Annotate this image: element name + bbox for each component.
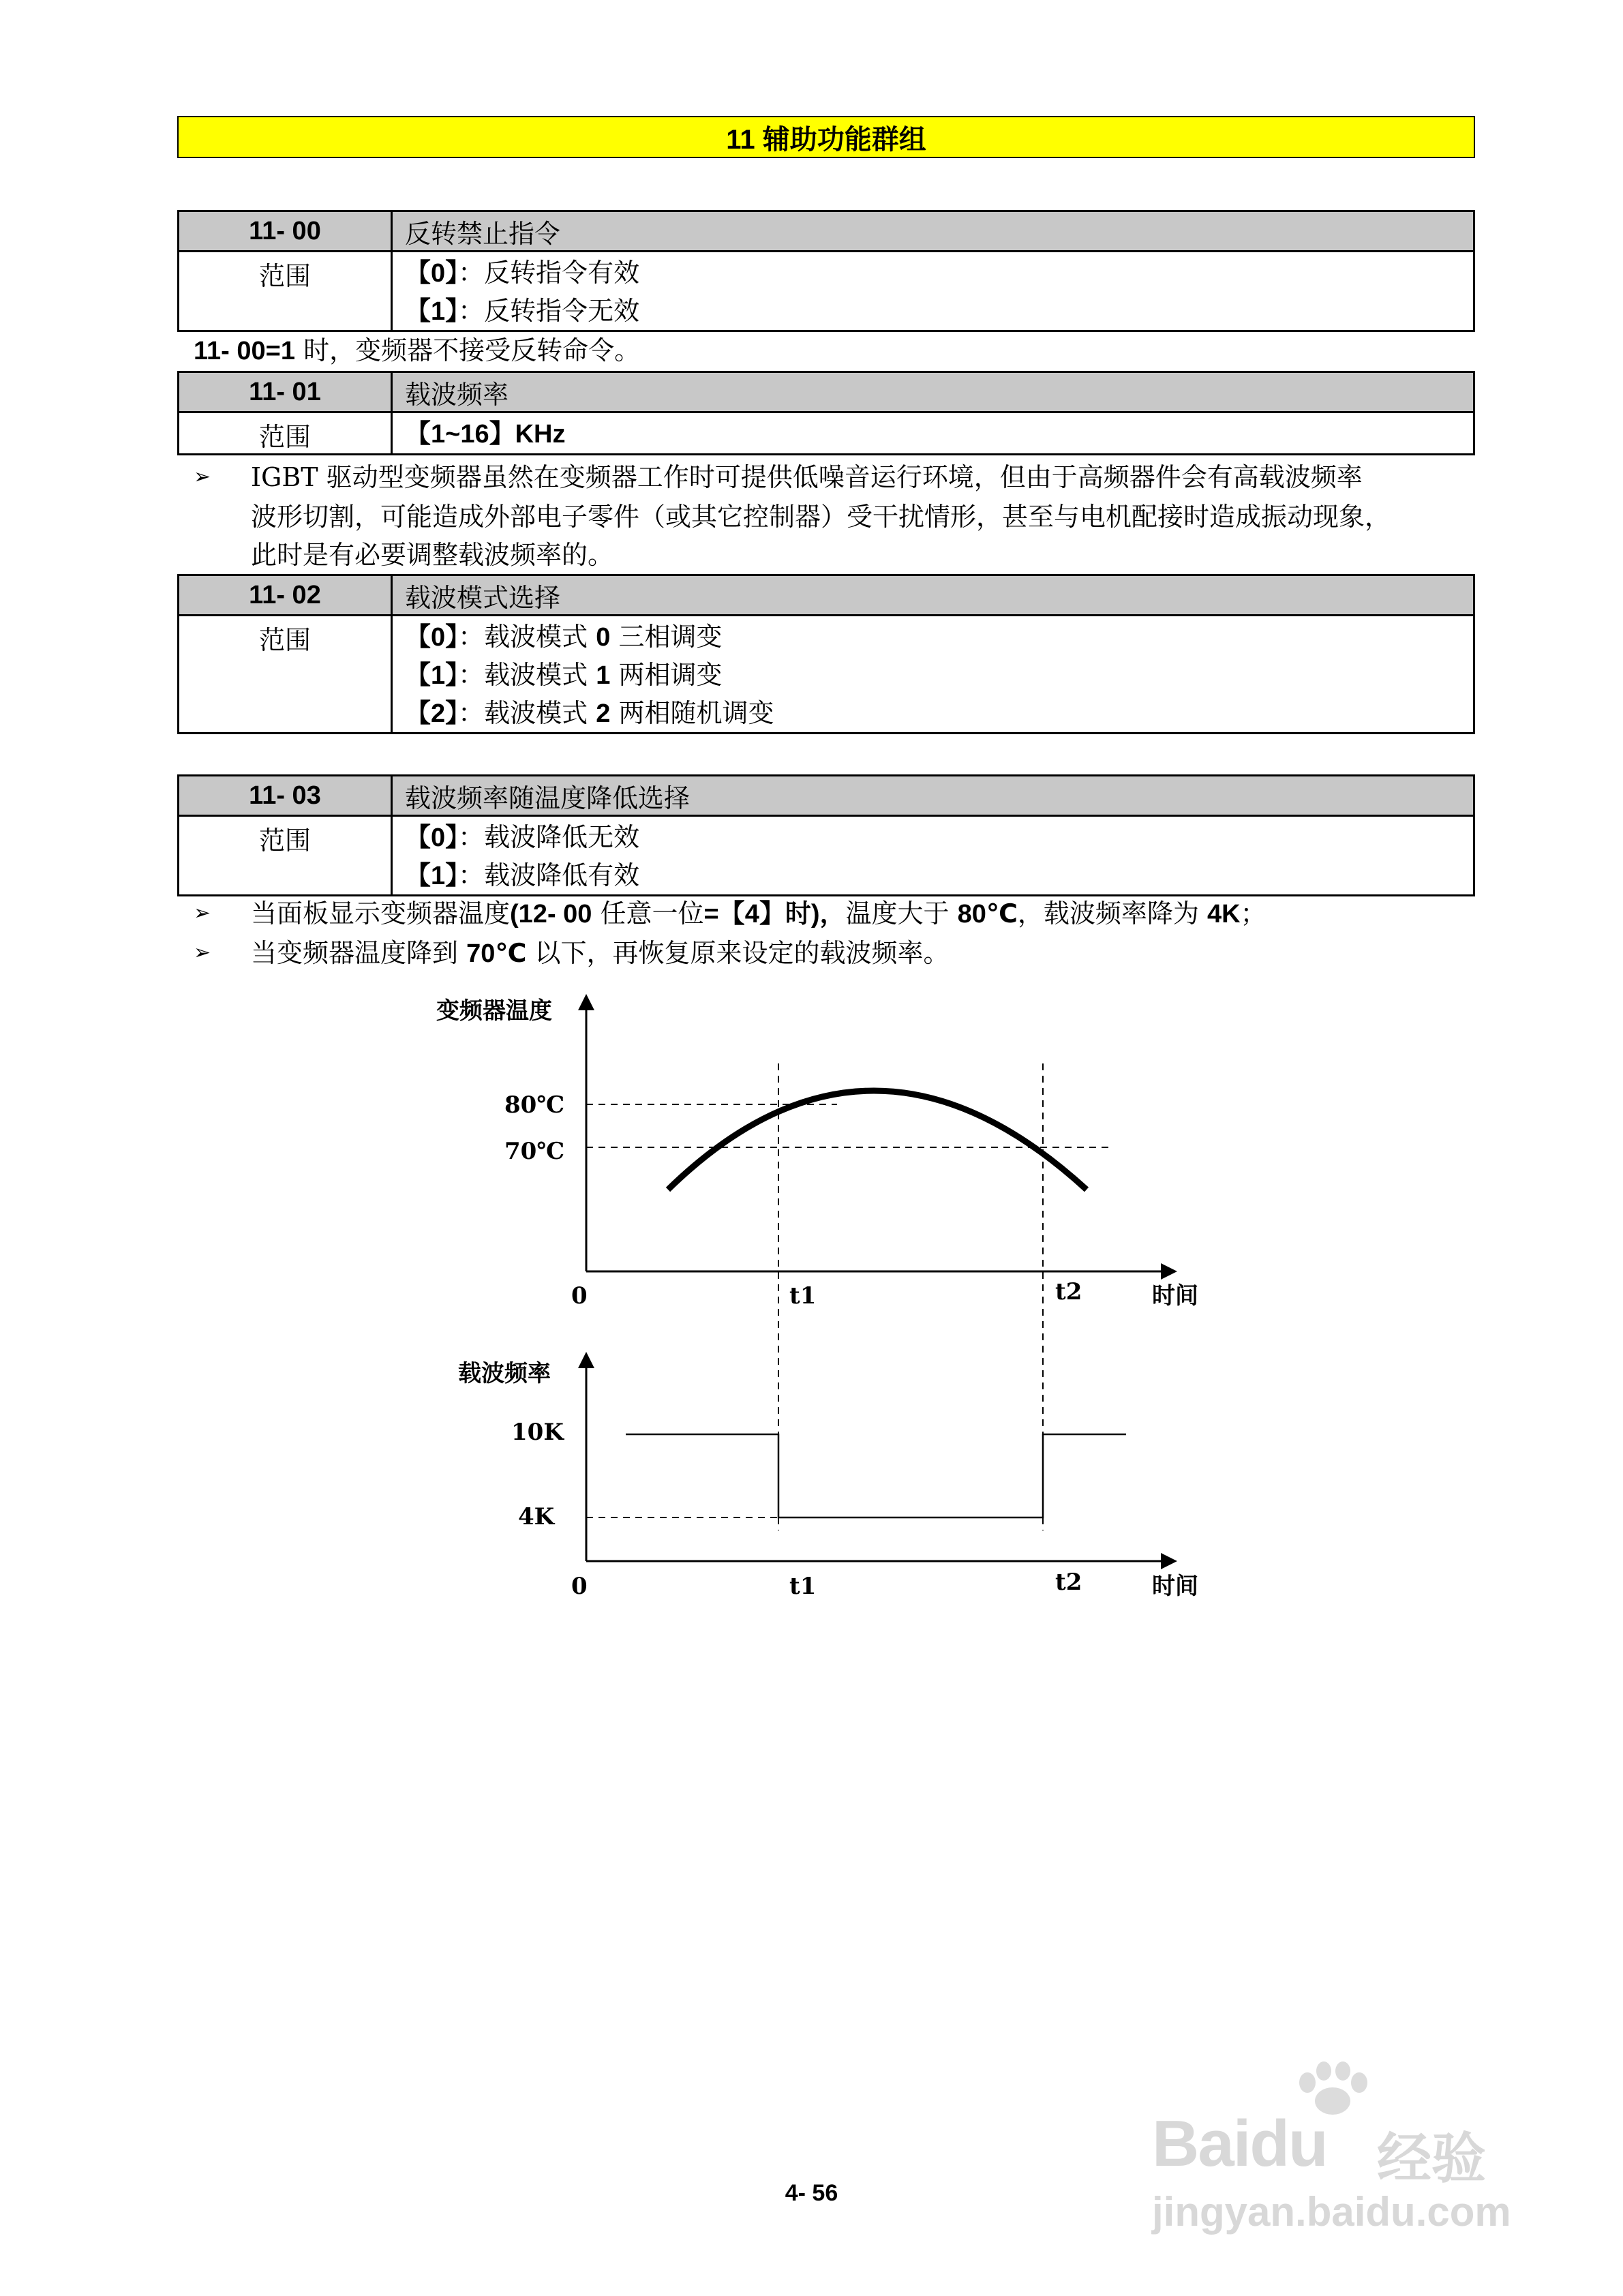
param-name: 反转禁止指令 (392, 211, 1474, 252)
note-11-01-line: IGBT 驱动型变频器虽然在变频器工作时可提供低噪音运行环境，但由于高频器件会有高载波频率 (251, 462, 1363, 492)
section-title: 11 辅助功能群组 (177, 116, 1475, 158)
param-name: 载波频率 (392, 372, 1474, 412)
option-line: 【0】：载波模式 0 三相调变 (405, 622, 723, 652)
note-11-03-line-1: 当面板显示变频器温度(12- 00 任意一位=【4】时)，温度大于 80℃，载波频率降为 4K； (251, 898, 1266, 928)
y-tick-label: 4K (518, 1503, 555, 1530)
param-name: 载波模式选择 (392, 575, 1474, 616)
range-label: 范围 (179, 252, 392, 331)
range-label: 范围 (179, 816, 392, 896)
x-tick-label: t1 (789, 1282, 817, 1310)
carrier-frequency-line (626, 1434, 1126, 1517)
x-tick-label: t2 (1055, 1569, 1082, 1596)
param-code: 11- 03 (179, 776, 392, 816)
y-axis-title: 变频器温度 (436, 997, 552, 1025)
baidu-watermark (1152, 2059, 1534, 2236)
x-tick-label: 0 (571, 1282, 588, 1310)
x-axis-title: 时间 (1152, 1573, 1198, 1600)
range-label: 范围 (179, 616, 392, 734)
watermark-url: jingyan.baidu.com (1152, 2189, 1511, 2235)
option-line: 【1】：载波降低有效 (405, 860, 640, 890)
carrier-chart (458, 1360, 1198, 1600)
param-code: 11- 02 (179, 575, 392, 616)
option-line: 【1】：载波模式 1 两相调变 (405, 660, 723, 690)
option-line: 【0】：反转指令有效 (405, 258, 640, 288)
note-11-01-line: 波形切割，可能造成外部电子零件（或其它控制器）受干扰情形，甚至与电机配接时造成振动现象， (251, 502, 1391, 532)
param-code: 11- 00 (179, 211, 392, 252)
temperature-chart (436, 997, 1198, 1530)
temperature-curve (668, 1091, 1087, 1190)
y-tick-label: 70℃ (504, 1138, 565, 1165)
note-11-00: 11- 00=1 时，变频器不接受反转命令。 (194, 335, 641, 365)
bullet-icon: ➢ (194, 465, 211, 489)
watermark-cn: 经验 (1377, 2128, 1486, 2189)
option-line: 【1~16】KHz (405, 420, 566, 449)
x-axis-title: 时间 (1152, 1282, 1198, 1310)
y-axis-title: 载波频率 (458, 1360, 551, 1387)
watermark-brand: Bai (1152, 2107, 1250, 2180)
param-name: 载波频率随温度降低选择 (392, 776, 1474, 816)
note-11-03-line-2: 当变频器温度降到 70℃ 以下，再恢复原来设定的载波频率。 (251, 938, 950, 968)
param-code: 11- 01 (179, 372, 392, 412)
range-label: 范围 (179, 412, 392, 455)
y-tick-label: 10K (511, 1419, 564, 1446)
watermark-brand-2: du (1249, 2107, 1327, 2180)
option-line: 【1】：反转指令无效 (405, 296, 640, 326)
x-tick-label: t1 (789, 1573, 817, 1600)
y-tick-label: 80℃ (504, 1091, 565, 1119)
page-number: 4- 56 (785, 2180, 838, 2206)
note-11-01-line: 此时是有必要调整载波频率的。 (251, 540, 614, 570)
option-line: 【0】：载波降低无效 (405, 822, 640, 852)
option-line: 【2】：载波模式 2 两相随机调变 (405, 698, 774, 728)
bullet-icon: ➢ (194, 901, 211, 925)
x-tick-label: t2 (1055, 1278, 1082, 1305)
x-tick-label: 0 (571, 1573, 588, 1600)
bullet-icon: ➢ (194, 941, 211, 965)
